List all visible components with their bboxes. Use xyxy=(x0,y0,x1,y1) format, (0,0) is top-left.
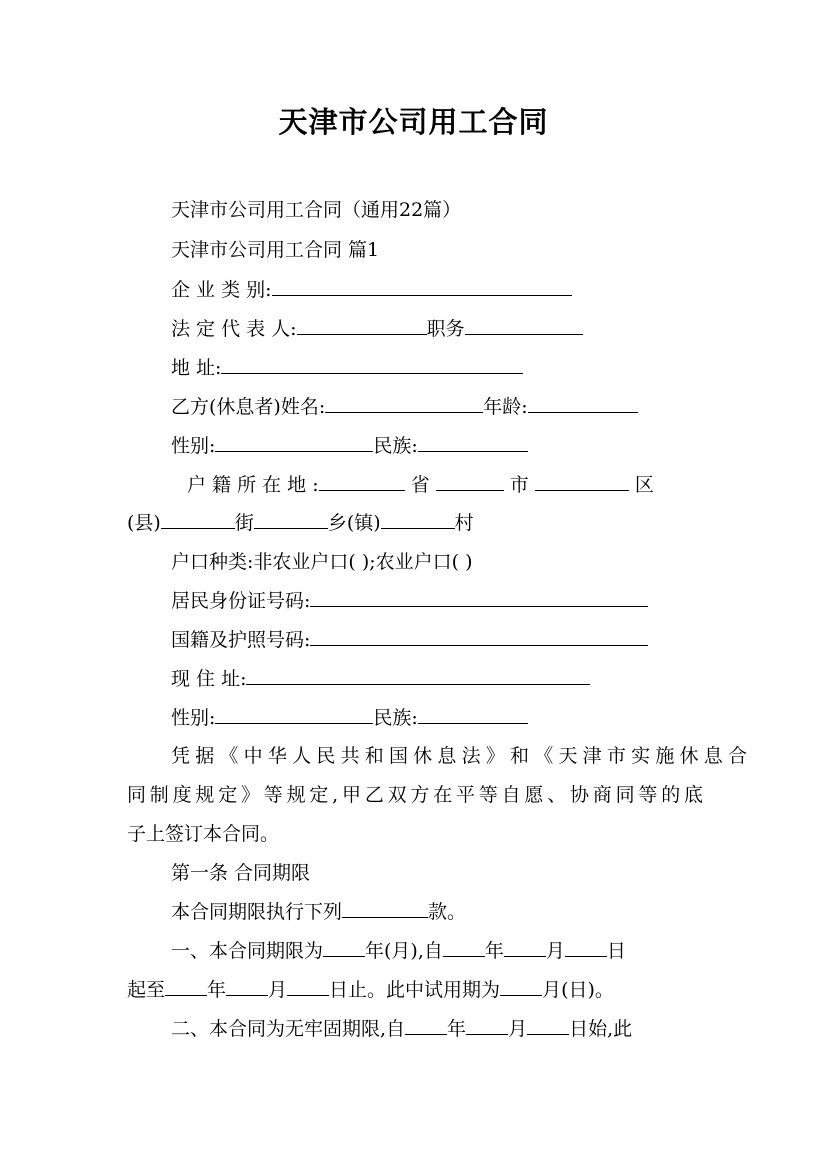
ethnicity-blank[interactable] xyxy=(418,434,528,452)
address-blank[interactable] xyxy=(221,356,523,374)
household-registration-line xyxy=(127,473,763,499)
term-type-suffix: 款。 xyxy=(428,901,467,923)
county-blank[interactable] xyxy=(161,511,235,529)
probation-unit-label: 月(日)。 xyxy=(542,979,614,1001)
end-day-blank[interactable] xyxy=(287,978,329,996)
gender-label-2: 性别: xyxy=(171,707,216,729)
open-term-label: 二、本合同为无牢固期限,自 xyxy=(171,1018,406,1040)
basis-paragraph-line-1: 凭据《中华人民共和国休息法》和《天津市实施休息合 xyxy=(171,745,747,767)
end-year-label: 年 xyxy=(207,979,227,1001)
passport-label: 国籍及护照号码: xyxy=(171,629,311,651)
section-heading: 天津市公司用工合同 篇1 xyxy=(171,239,380,261)
open-start-month-label: 月 xyxy=(508,1018,528,1040)
open-start-year-label: 年 xyxy=(447,1018,467,1040)
town-label: 乡(镇) xyxy=(327,512,381,534)
probation-label: 日止。此中试用期为 xyxy=(329,979,501,1001)
ethnicity-blank-2[interactable] xyxy=(418,706,528,724)
start-year-label: 年 xyxy=(484,940,504,962)
household-type-line: 户口种类:非农业户口( );农业户口( ) xyxy=(171,551,473,573)
party-b-name-blank[interactable] xyxy=(325,395,483,413)
end-year-blank[interactable] xyxy=(165,978,207,996)
town-blank[interactable] xyxy=(381,511,455,529)
basis-paragraph-line-2: 同制度规定》等规定,甲乙双方在平等自愿、协商同等的底 xyxy=(127,784,703,806)
open-start-month-blank[interactable] xyxy=(466,1017,508,1035)
term-years-label: 年(月),自 xyxy=(365,940,443,962)
term-type-line xyxy=(127,900,747,926)
district-label: 区 xyxy=(634,474,654,496)
basis-paragraph-line-3: 子上签订本合同。 xyxy=(127,823,280,845)
article-one-heading: 第一条 合同期限 xyxy=(171,862,311,884)
legal-rep-line xyxy=(127,317,747,343)
ethnicity-label-2: 民族: xyxy=(373,707,418,729)
province-blank[interactable] xyxy=(436,473,504,491)
end-label: 起至 xyxy=(127,979,166,1001)
end-month-blank[interactable] xyxy=(226,978,268,996)
id-number-blank[interactable] xyxy=(310,589,648,607)
start-month-blank[interactable] xyxy=(504,939,546,957)
term-type-blank[interactable] xyxy=(342,900,428,918)
current-address-label: 现 住 址: xyxy=(171,668,247,690)
document-title: 天津市公司用工合同 xyxy=(278,105,549,139)
start-day-blank[interactable] xyxy=(565,939,607,957)
passport-line xyxy=(127,628,747,654)
open-start-year-blank[interactable] xyxy=(405,1017,447,1035)
id-number-line xyxy=(127,589,747,615)
province-label: 省 xyxy=(410,474,430,496)
end-month-label: 月 xyxy=(268,979,288,1001)
gender-label: 性别: xyxy=(171,435,216,457)
household-registration-label: 户 籍 所 在 地 : xyxy=(187,474,319,496)
gender-blank-2[interactable] xyxy=(215,706,373,724)
city-blank[interactable] xyxy=(535,473,629,491)
village-label: 村 xyxy=(454,512,474,534)
gender-blank[interactable] xyxy=(215,434,373,452)
address-line xyxy=(127,356,747,382)
start-year-blank[interactable] xyxy=(443,939,485,957)
age-label: 年龄: xyxy=(483,396,528,418)
id-number-label: 居民身份证号码: xyxy=(171,590,311,612)
party-b-name-line xyxy=(127,395,747,421)
age-blank[interactable] xyxy=(528,395,638,413)
probation-blank[interactable] xyxy=(500,978,542,996)
open-term-line xyxy=(127,1017,747,1043)
gender-ethnicity-line-2 xyxy=(127,706,747,732)
position-blank[interactable] xyxy=(465,317,583,335)
term-years-blank[interactable] xyxy=(323,939,365,957)
term-type-label: 本合同期限执行下列 xyxy=(171,901,343,923)
street-label: 街 xyxy=(234,512,254,534)
city-label: 市 xyxy=(509,474,529,496)
fixed-term-line-1 xyxy=(127,939,747,965)
passport-blank[interactable] xyxy=(310,628,648,646)
company-type-label: 企 业 类 别: xyxy=(171,279,272,301)
fixed-term-line-2 xyxy=(127,978,703,1004)
company-type-line xyxy=(127,278,747,304)
legal-rep-label: 法 定 代 表 人: xyxy=(171,318,297,340)
position-label: 职务 xyxy=(426,318,465,340)
county-street-line xyxy=(127,511,703,537)
start-month-label: 月 xyxy=(545,940,565,962)
open-start-day-blank[interactable] xyxy=(527,1017,569,1035)
start-day-label: 日 xyxy=(606,940,626,962)
legal-rep-blank[interactable] xyxy=(297,317,427,335)
company-type-blank[interactable] xyxy=(272,278,572,296)
current-address-line xyxy=(127,667,747,693)
county-label: (县) xyxy=(127,512,161,534)
household-registration-blank[interactable] xyxy=(319,473,405,491)
fixed-term-label: 一、本合同期限为 xyxy=(171,940,324,962)
street-blank[interactable] xyxy=(254,511,328,529)
party-b-name-label: 乙方(休息者)姓名: xyxy=(171,396,326,418)
address-label: 地 址: xyxy=(171,357,222,379)
current-address-blank[interactable] xyxy=(246,667,590,685)
ethnicity-label: 民族: xyxy=(373,435,418,457)
subtitle-line: 天津市公司用工合同（通用22篇） xyxy=(171,199,462,221)
gender-ethnicity-line xyxy=(127,434,747,460)
open-start-day-label: 日始,此 xyxy=(569,1018,633,1040)
